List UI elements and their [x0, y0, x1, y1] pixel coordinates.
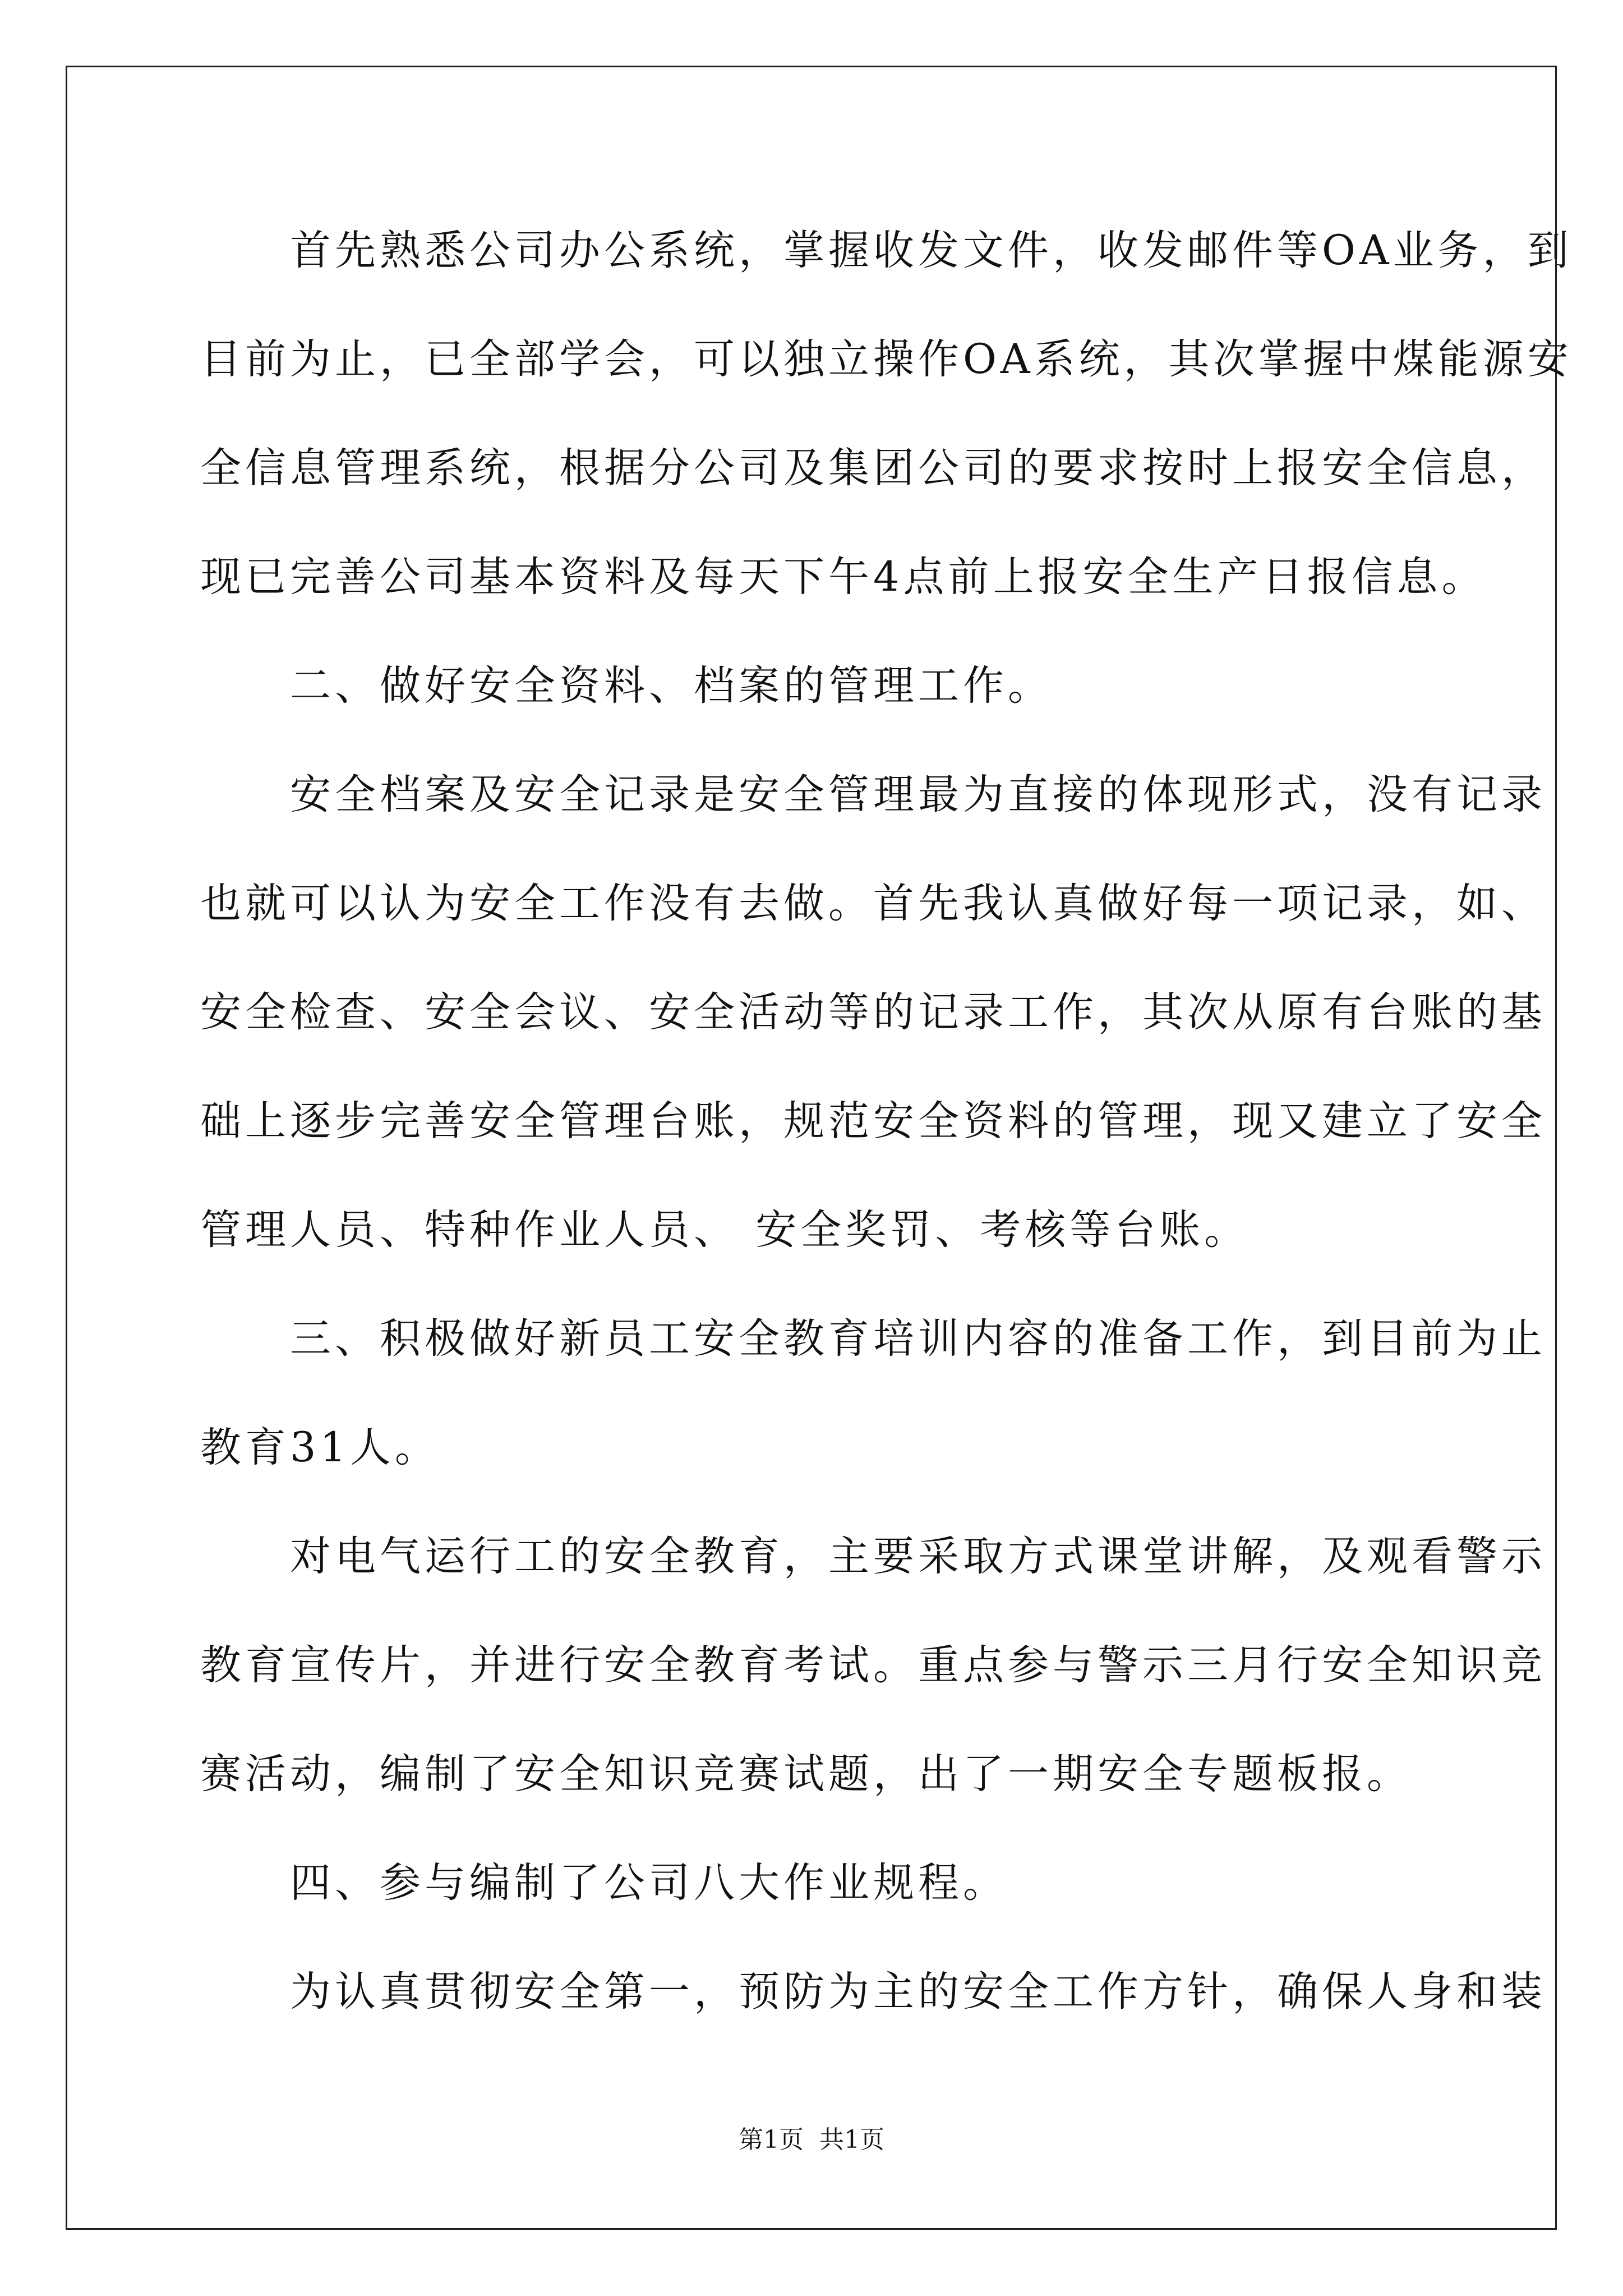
text-line: 安全档案及安全记录是安全管理最为直接的体现形式，没有记录: [200, 771, 1546, 818]
section-heading: 三、积极做好新员工安全教育培训内容的准备工作，到目前为止: [200, 1315, 1546, 1363]
text-line: 现已完善公司基本资料及每天下午4点前上报安全生产日报信息。: [200, 553, 1487, 601]
section-heading: 二、做好安全资料、档案的管理工作。: [200, 662, 1053, 710]
text-line: 管理人员、特种作业人员、 安全奖罚、考核等台账。: [200, 1206, 1249, 1254]
text-line: 赛活动，编制了安全知识竞赛试题，出了一期安全专题板报。: [200, 1750, 1412, 1798]
text-line: 也就可以认为安全工作没有去做。首先我认真做好每一项记录，如、: [200, 880, 1546, 927]
text-line: 对电气运行工的安全教育，主要采取方式课堂讲解，及观看警示: [200, 1533, 1546, 1580]
text-line: 为认真贯彻安全第一，预防为主的安全工作方针，确保人身和装: [200, 1968, 1546, 2016]
page-footer: 第1页 共1页: [739, 2125, 884, 2154]
text-line: 安全检查、安全会议、安全活动等的记录工作，其次从原有台账的基: [200, 988, 1546, 1036]
text-line: 全信息管理系统，根据分公司及集团公司的要求按时上报安全信息，: [200, 444, 1546, 492]
text-line: 教育31人。: [200, 1424, 440, 1471]
text-line: 目前为止，已全部学会，可以独立操作OA系统，其次掌握中煤能源安: [200, 335, 1573, 383]
document-body: [200, 209, 1573, 2059]
section-heading: 四、参与编制了公司八大作业规程。: [200, 1859, 1008, 1907]
text-line: 础上逐步完善安全管理台账，规范安全资料的管理，现又建立了安全: [200, 1097, 1546, 1145]
text-line: 首先熟悉公司办公系统，掌握收发文件，收发邮件等OA业务，到: [200, 227, 1573, 274]
text-line: 教育宣传片，并进行安全教育考试。重点参与警示三月行安全知识竞: [200, 1641, 1546, 1689]
